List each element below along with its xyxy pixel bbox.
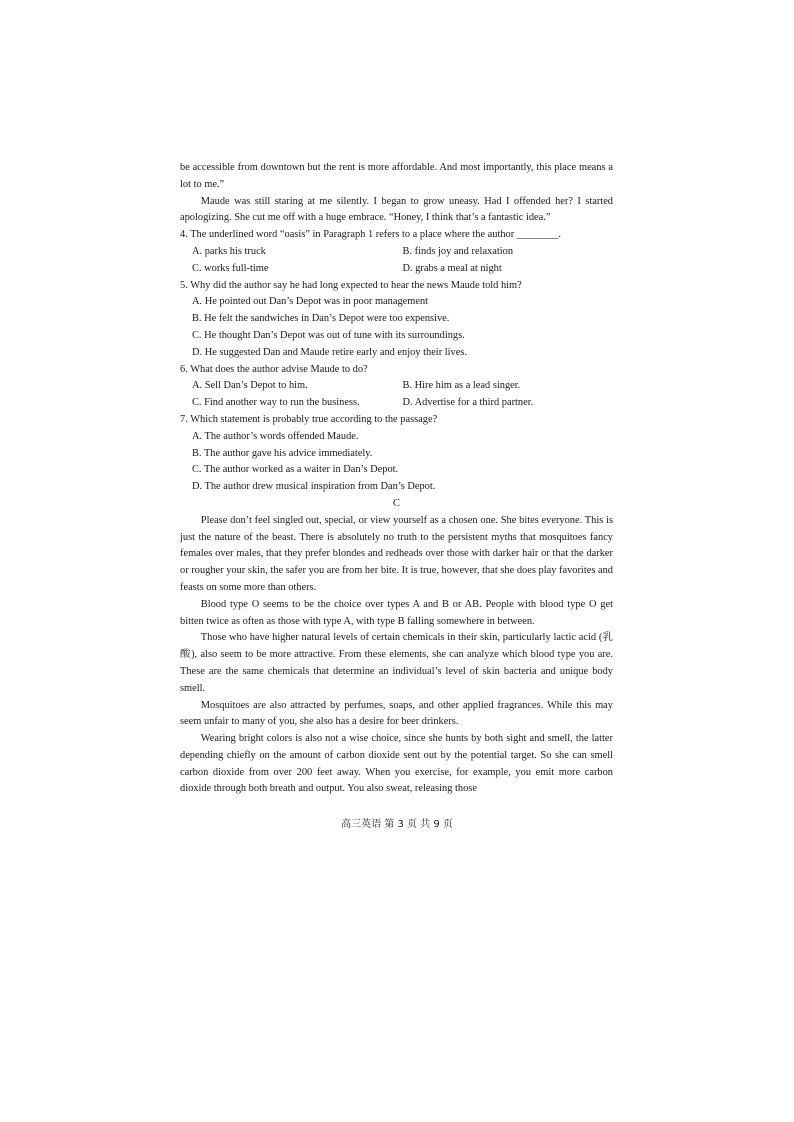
question-6-option-a: A. Sell Dan’s Depot to him. bbox=[192, 380, 308, 392]
question-5-stem: 5. Why did the author say he had long expected to hear the news Maude told him? bbox=[180, 279, 522, 291]
question-6-stem: 6. What does the author advise Maude to do? bbox=[180, 363, 368, 375]
passage-c-paragraph: Wearing bright colors is also not a wise choice, since she hunts by both sight and smell, the latter depending chiefly on the amount of carbon dioxide sent out by the potential target. So she can smell carbon dioxide from over 200 feet away. When you exercise, for example, you emit more carbon dioxide through both breath and output. You also sweat, releasing those bbox=[180, 733, 613, 795]
question-6-option-b: B. Hire him as a lead singer. bbox=[402, 380, 521, 392]
question-4-options-row bbox=[180, 261, 613, 278]
question-7-option-b: B. The author gave his advice immediately. bbox=[192, 447, 373, 459]
passage-b-paragraph: be accessible from downtown but the rent is more affordable. And most importantly, this place means a lot to me.” bbox=[180, 162, 613, 190]
question-6-options-row bbox=[180, 395, 613, 412]
question-4-option-a: A. parks his truck bbox=[192, 245, 266, 257]
passage-c-letter: C bbox=[393, 497, 400, 509]
question-6-options-row bbox=[180, 378, 613, 395]
question-4-option-c: C. works full-time bbox=[192, 262, 269, 274]
question-7-stem: 7. Which statement is probably true according to the passage? bbox=[180, 413, 438, 425]
question-7-option-d: D. The author drew musical inspiration from Dan’s Depot. bbox=[192, 481, 436, 493]
question-5-option-d: D. He suggested Dan and Maude retire early and enjoy their lives. bbox=[192, 346, 467, 358]
question-5-option-a: A. He pointed out Dan’s Depot was in poor management bbox=[192, 296, 429, 308]
question-6-option-c: C. Find another way to run the business. bbox=[192, 397, 360, 409]
passage-c-paragraph: Those who have higher natural levels of certain chemicals in their skin, particularly lactic acid (乳酸), also seem to be more attractive. From these elements, she can analyze which blood type you are. These are the same chemicals that determine an individual’s level of skin bacteria and unique body smell. bbox=[180, 632, 613, 694]
question-4-stem: 4. The underlined word “oasis” in Paragraph 1 refers to a place where the author ________. bbox=[180, 229, 561, 241]
page-footer: 高三英语 第 3 页 共 9 页 bbox=[341, 819, 453, 830]
question-5-option-c: C. He thought Dan’s Depot was out of tune with its surroundings. bbox=[192, 329, 465, 341]
question-7-option-c: C. The author worked as a waiter in Dan’s Depot. bbox=[192, 464, 399, 476]
question-7-option-a: A. The author’s words offended Maude. bbox=[192, 430, 359, 442]
question-4-option-b: B. finds joy and relaxation bbox=[402, 245, 514, 257]
passage-c-paragraph: Blood type O seems to be the choice over types A and B or AB. People with blood type O get bitten twice as often as those with type A, with type B falling somewhere in between. bbox=[180, 598, 613, 627]
question-6-option-d: D. Advertise for a third partner. bbox=[402, 397, 534, 409]
passage-c-paragraph: Please don’t feel singled out, special, or view yourself as a chosen one. She bites everyone. This is just the nature of the beast. There is absolutely no truth to the persistent myths that mosquitoes fancy females over males, that they prefer blondes and redheads over those with darker hair or that the darker or rougher your skin, the safer you are from her bite. It is true, however, that she does play favorites and feasts on some more than others. bbox=[180, 514, 613, 593]
question-5-option-b: B. He felt the sandwiches in Dan’s Depot were too expensive. bbox=[192, 313, 450, 325]
exam-page bbox=[180, 160, 613, 798]
passage-c-paragraph: Mosquitoes are also attracted by perfumes, soaps, and other applied fragrances. While this may seem unfair to many of you, she also has a desire for beer drinkers. bbox=[180, 699, 613, 728]
question-4-option-d: D. grabs a meal at night bbox=[402, 262, 502, 274]
passage-b-paragraph: Maude was still staring at me silently. I began to grow uneasy. Had I offended her? I started apologizing. She cut me off with a huge embrace. “Honey, I think that’s a fantastic idea.” bbox=[180, 195, 613, 224]
question-4-options-row bbox=[180, 244, 613, 261]
